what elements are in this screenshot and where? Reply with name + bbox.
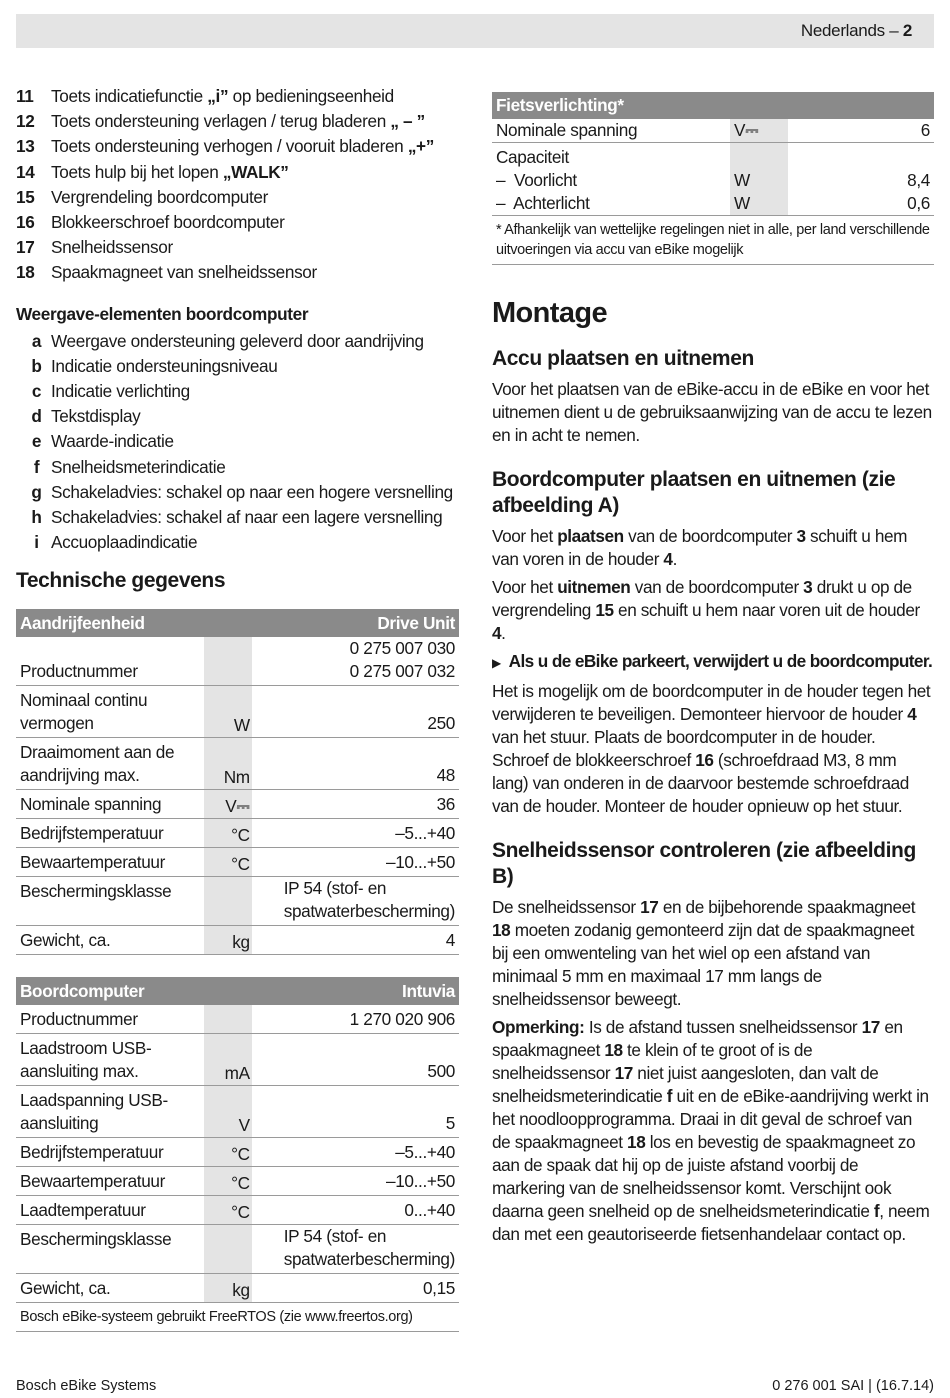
light-nominal-unit: V⎓ <box>730 119 788 143</box>
paragraph-uitnemen: Voor het uitnemen van de boordcomputer 3 drukt u op de vergrendeling 15 en schuift u hem naar voren uit de houder 4. <box>492 577 920 643</box>
spec-row: Nominale spanning V⎓ 36 <box>16 790 459 819</box>
display-element-item: d Tekstdisplay <box>31 406 141 427</box>
spec-row: Bewaartemperatuur °C –10...+50 <box>16 1167 459 1196</box>
table-note: Bosch eBike-systeem gebruikt FreeRTOS (zie www.freertos.org) <box>16 1303 459 1332</box>
right-column <box>492 92 934 1251</box>
light-front-value: 8,4 <box>907 170 930 190</box>
computer-heading: Boordcomputer plaatsen en uitnemen (zie afbeelding A) <box>492 468 896 517</box>
component-item: 11 Toets indicatiefunctie „i” op bedieningseenheid <box>16 86 394 106</box>
light-table-note: * Afhankelijk van wettelijke regelingen niet in alle, per land verschillende uitvoeringen via accu van eBike mogelijk <box>492 216 934 265</box>
display-element-item: g Schakeladvies: schakel op naar een hogere versnelling <box>31 481 453 502</box>
component-item: 15 Vergrendeling boordcomputer <box>16 186 268 207</box>
spec-row: Laadspanning USB-aansluiting V 5 <box>16 1086 459 1138</box>
computer-table-title: Boordcomputer <box>16 977 252 1005</box>
light-front-label: – Voorlicht <box>496 170 577 190</box>
light-table-title: Fietsverlichting* <box>492 92 934 119</box>
spec-row: Productnummer 0 275 007 030 0 275 007 032 <box>16 637 459 686</box>
paragraph-sensor: De snelheidssensor 17 en de bijbehorende spaakmagneet 18 moeten zodanig gemonteerd zijn dat de spaakmagneet bij een omwenteling van het wiel op een afstand van minimaal 5 mm en maximaal 17 mm langs de snelheidssensor beweegt. <box>492 897 916 1009</box>
drive-table-model: Drive Unit <box>252 609 459 637</box>
montage-title: Montage <box>492 297 608 329</box>
spec-row: Nominaal continu vermogen W 250 <box>16 686 459 738</box>
page-header <box>16 14 934 48</box>
component-item: 17 Snelheidssensor <box>16 237 173 258</box>
paragraph-opmerking: Opmerking: Is de afstand tussen snelheidssensor 17 en spaakmagneet 18 te klein of te groot of is de snelheidssensor 17 niet juist aangesloten, dan valt de snelheidsmeterindicatie f uit en de eBike-aandrijving werkt in het noodloopprogramma. Draai in dit geval de schroef van de spaakmagneet 18 los en bevestig de spaakmagneet zo aan de spaak dat hij op de juiste afstand voorbij de markering van de snelheidssensor komt. Verschijnt ook daarna geen snelheid op de snelheidsmeterindicatie f, neem dan met een geautoriseerde fietsenhandelaar contact op. <box>492 1017 930 1244</box>
accu-text: Voor het plaatsen van de eBike-accu in de eBike en voor het uitnemen dient u de gebruiksaanwijzing van de accu te lezen en in acht te nemen. <box>492 379 932 445</box>
drive-table-title: Aandrijfeenheid <box>16 609 252 637</box>
computer-table-model: Intuvia <box>252 977 459 1005</box>
light-nominal-label: Nominale spanning <box>492 119 730 143</box>
light-rear-unit: W <box>730 192 788 216</box>
light-nominal-value: 6 <box>788 119 934 143</box>
light-capacity-label: Capaciteit <box>496 147 569 167</box>
display-element-item: f Snelheidsmeterindicatie <box>33 456 226 477</box>
display-element-item: e Waarde-indicatie <box>31 431 174 452</box>
spec-row: Laadtemperatuur °C 0...+40 <box>16 1196 459 1225</box>
component-item: 14 Toets hulp bij het lopen „WALK” <box>16 161 289 182</box>
component-item: 13 Toets ondersteuning verhogen / vooruit bladeren „+” <box>16 136 434 157</box>
light-rear-value: 0,6 <box>788 192 934 216</box>
spec-row: Laadstroom USB-aansluiting max. mA 500 <box>16 1034 459 1086</box>
drive-unit-table <box>16 609 459 955</box>
footer-brand: Bosch eBike Systems <box>16 1378 157 1394</box>
display-element-item: b Indicatie ondersteuningsniveau <box>31 355 278 376</box>
component-item: 16 Blokkeerschroef boordcomputer <box>16 212 285 233</box>
spec-row: Bedrijfstemperatuur °C –5...+40 <box>16 819 459 848</box>
display-elements-heading: Weergave-elementen boordcomputer <box>16 303 309 324</box>
boordcomputer-table <box>16 977 459 1332</box>
display-element-item: a Weergave ondersteuning geleverd door aandrijving <box>31 330 424 351</box>
page-header-label: Nederlands – 2 <box>800 21 912 40</box>
light-table <box>492 92 934 265</box>
light-front-unit: W <box>730 169 788 192</box>
footer-doc-number: 0 276 001 SAI | (16.7.14) <box>772 1378 934 1394</box>
display-element-item: h Schakeladvies: schakel af naar een lagere versnelling <box>31 507 443 528</box>
display-element-item: i Accuoplaadindicatie <box>34 532 198 553</box>
spec-row: Beschermingsklasse IP 54 (stof- en spatwaterbescherming) <box>16 877 459 926</box>
component-item: 12 Toets ondersteuning verlagen / terug bladeren „ – ” <box>16 111 425 132</box>
arrow-icon: ▶ <box>492 656 501 670</box>
light-rear-label: – Achterlicht <box>492 192 730 216</box>
tech-heading: Technische gegevens <box>16 569 226 593</box>
paragraph-plaatsen: Voor het plaatsen van de boordcomputer 3 schuift u hem van voren in de houder 4. <box>492 526 908 569</box>
spec-row: Productnummer 1 270 020 906 <box>16 1005 459 1034</box>
component-list <box>16 84 459 286</box>
component-item: 18 Spaakmagneet van snelheidssensor <box>16 262 317 283</box>
spec-row: Gewicht, ca. kg 0,15 <box>16 1274 459 1303</box>
paragraph-beveiligen: Het is mogelijk om de boordcomputer in de houder tegen het verwijderen te beveiligen. Demonteer hiervoor de houder 4 van het stuur. Plaats de boordcomputer in de houder. Schroef de blokkeerschroef 16 (schroefdraad M3, 8 mm lang) van onderen in de daarvoor bestemde schroefdraad van de houder. Monteer de houder opnieuw op het stuur. <box>492 681 931 816</box>
spec-row: Gewicht, ca. kg 4 <box>16 926 459 955</box>
spec-row: Draaimoment aan de aandrijving max. Nm 48 <box>16 738 459 790</box>
accu-heading: Accu plaatsen en uitnemen <box>492 347 754 370</box>
display-element-item: c Indicatie verlichting <box>31 381 190 402</box>
left-column <box>16 84 459 1332</box>
warning-note: ▶ Als u de eBike parkeert, verwijdert u de boordcomputer. <box>492 651 933 671</box>
spec-row: Beschermingsklasse IP 54 (stof- en spatwaterbescherming) <box>16 1225 459 1274</box>
display-elements-list <box>16 329 459 556</box>
spec-row: Bedrijfstemperatuur °C –5...+40 <box>16 1138 459 1167</box>
sensor-heading: Snelheidssensor controleren (zie afbeelding B) <box>492 839 916 888</box>
spec-row: Bewaartemperatuur °C –10...+50 <box>16 848 459 877</box>
